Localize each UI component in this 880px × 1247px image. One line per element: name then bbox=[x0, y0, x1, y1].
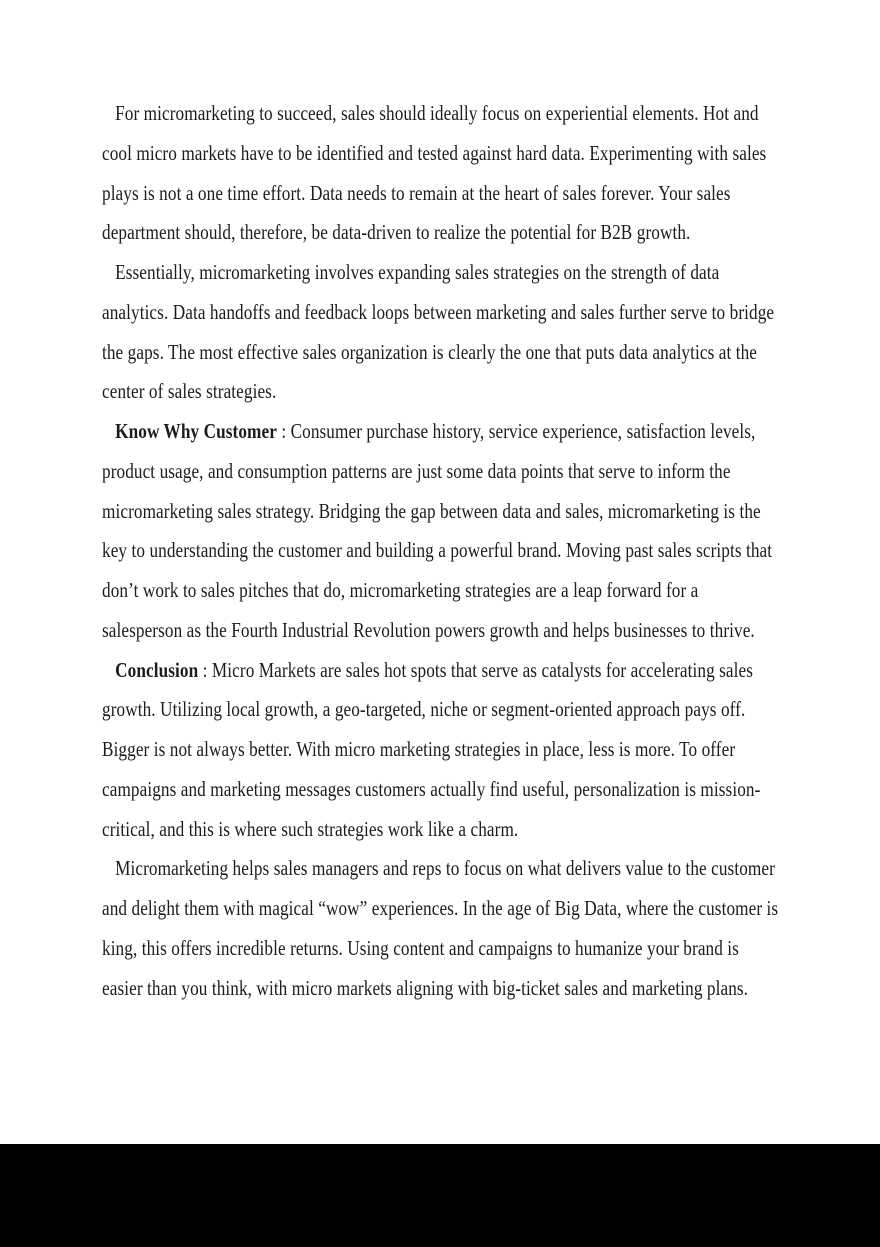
paragraph-lead: Conclusion bbox=[115, 657, 199, 682]
paragraph-line: cool micro markets have to be identified and tested against hard data. Experimenting with sales bbox=[102, 140, 767, 165]
paragraph-line: and delight them with magical “wow” experiences. In the age of Big Data, where the customer is bbox=[102, 896, 779, 920]
paragraph-first-line: For micromarketing to succeed, sales should ideally focus on experiential elements. Hot and bbox=[115, 101, 759, 125]
paragraph bbox=[102, 94, 771, 253]
paragraph-first-line: Micromarketing helps sales managers and reps to focus on what delivers value to the customer bbox=[115, 856, 775, 881]
paragraph-line: micromarketing sales strategy. Bridging the gap between data and sales, micromarketing is the bbox=[102, 498, 761, 523]
paragraph-line: don’t work to sales pitches that do, micromarketing strategies are a leap forward for a bbox=[102, 578, 699, 602]
paragraph-line: salesperson as the Fourth Industrial Revolution powers growth and helps businesses to thrive. bbox=[102, 617, 755, 642]
paragraph-line: easier than you think, with micro markets aligning with big-ticket sales and marketing plans. bbox=[102, 975, 749, 1000]
paragraph-line: campaigns and marketing messages customers actually find useful, personalization is mission- bbox=[102, 776, 761, 801]
paragraph-first-line: Know Why Customer : Consumer purchase history, service experience, satisfaction levels, bbox=[115, 419, 756, 443]
paragraph-line: center of sales strategies. bbox=[102, 379, 277, 404]
paragraph-line: Bigger is not always better. With micro marketing strategies in place, less is more. To offer bbox=[102, 737, 736, 761]
paragraph bbox=[102, 253, 775, 412]
paragraph-lead: Know Why Customer bbox=[115, 419, 277, 443]
document-body bbox=[102, 94, 779, 1008]
bottom-black-bar bbox=[0, 1144, 880, 1247]
paragraph-line: analytics. Data handoffs and feedback loops between marketing and sales further serve to bridge bbox=[102, 299, 775, 324]
paragraph-line: the gaps. The most effective sales organization is clearly the one that puts data analytics at the bbox=[102, 339, 758, 364]
paragraph bbox=[102, 651, 771, 850]
paragraph-line: critical, and this is where such strategies work like a charm. bbox=[102, 816, 519, 841]
paragraph-first-line: Essentially, micromarketing involves expanding sales strategies on the strength of data bbox=[115, 260, 720, 284]
paragraph bbox=[102, 849, 779, 1008]
paragraph-first-line: Conclusion : Micro Markets are sales hot spots that serve as catalysts for accelerating sales bbox=[115, 657, 754, 682]
paragraph bbox=[102, 412, 771, 651]
paragraph-line: growth. Utilizing local growth, a geo-targeted, niche or segment-oriented approach pays off. bbox=[102, 697, 746, 722]
paragraph-line: plays is not a one time effort. Data needs to remain at the heart of sales forever. Your sales bbox=[102, 180, 731, 205]
paragraph-line: king, this offers incredible returns. Using content and campaigns to humanize your brand is bbox=[102, 935, 739, 960]
paragraph-line: product usage, and consumption patterns are just some data points that serve to inform the bbox=[102, 458, 731, 483]
paragraph-line: department should, therefore, be data-driven to realize the potential for B2B growth. bbox=[102, 220, 691, 245]
paragraph-line: key to understanding the customer and building a powerful brand. Moving past sales scripts that bbox=[102, 538, 773, 563]
